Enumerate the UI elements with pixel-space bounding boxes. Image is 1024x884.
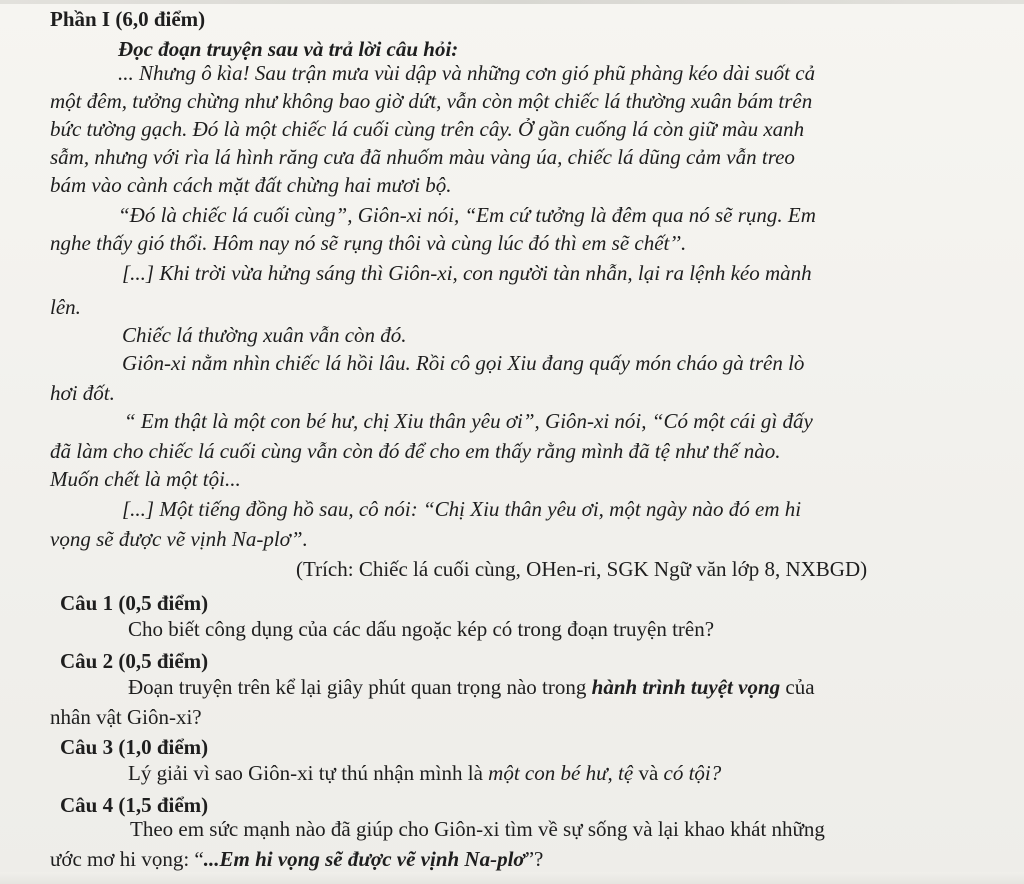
question-3-title: Câu 3 (1,0 điểm) <box>60 735 209 759</box>
passage-line: một đêm, tưởng chừng như không bao giờ dứt, vẫn còn một chiếc lá thường xuân bám trên <box>50 89 813 113</box>
part-heading: Phần I (6,0 điểm) <box>50 7 206 31</box>
question-2-text-before: Đoạn truyện trên kể lại giây phút quan trọng nào trong <box>128 675 587 699</box>
passage-source: (Trích: Chiếc lá cuối cùng, OHen-ri, SGK Ngữ văn lớp 8, NXBGD) <box>296 557 868 581</box>
passage-line: bám vào cành cách mặt đất chừng hai mươi bộ. <box>50 173 452 197</box>
question-1-text: Cho biết công dụng của các dấu ngoặc kép có trong đoạn truyện trên? <box>128 617 715 641</box>
passage-line: “Đó là chiếc lá cuối cùng”, Giôn-xi nói, “Em cứ tưởng là đêm qua nó sẽ rụng. Em <box>118 203 816 227</box>
question-2-emphasis: hành trình tuyệt vọng <box>591 675 781 699</box>
passage-line: lên. <box>50 295 81 319</box>
question-4-line2 <box>50 846 543 872</box>
passage-line: vọng sẽ được vẽ vịnh Na-plơ”. <box>50 527 308 551</box>
passage-line: ... Nhưng ô kìa! Sau trận mưa vùi dập và những cơn gió phũ phàng kéo dài suốt cả <box>118 61 816 85</box>
question-3-text-before: Lý giải vì sao Giôn-xi tự thú nhận mình là <box>128 761 483 785</box>
question-2-line2: nhân vật Giôn-xi? <box>50 705 202 729</box>
passage-line: đã làm cho chiếc lá cuối cùng vẫn còn đó để cho em thấy rằng mình đã tệ như thế nào. <box>50 439 781 463</box>
passage-line: hơi đốt. <box>50 381 115 405</box>
passage-line: Muốn chết là một tội... <box>50 467 241 491</box>
passage-line: [...] Một tiếng đồng hồ sau, cô nói: “Chị Xiu thân yêu ơi, một ngày nào đó em hi <box>122 497 802 521</box>
passage-line: nghe thấy gió thổi. Hôm nay nó sẽ rụng thôi và cùng lúc đó thì em sẽ chết’’. <box>50 231 687 255</box>
question-4-line2-emphasis: ...Em hi vọng sẽ được vẽ vịnh Na-plơ <box>203 847 525 871</box>
passage-line: “ Em thật là một con bé hư, chị Xiu thân yêu ơi”, Giôn-xi nói, “Có một cái gì đấy <box>124 409 813 433</box>
passage-line: sẫm, nhưng với rìa lá hình răng cưa đã nhuốm màu vàng úa, chiếc lá dũng cảm vẫn treo <box>50 145 795 169</box>
question-4-title: Câu 4 (1,5 điểm) <box>60 793 209 817</box>
question-4-line2-after: ”? <box>524 847 544 871</box>
question-2-text-after: của <box>785 675 815 699</box>
passage-line: bức tường gạch. Đó là một chiếc lá cuối cùng trên cây. Ở gần cuống lá còn giữ màu xanh <box>50 117 805 141</box>
question-3-emphasis: một con bé hư, tệ <box>488 761 634 785</box>
question-3-emphasis-2: có tội? <box>663 761 722 785</box>
passage-line: [...] Khi trời vừa hửng sáng thì Giôn-xi, con người tàn nhẫn, lại ra lệnh kéo mành <box>122 261 812 285</box>
question-1-title: Câu 1 (0,5 điểm) <box>60 591 209 615</box>
question-3-text-mid: và <box>638 761 659 785</box>
question-3-text <box>128 760 721 786</box>
top-edge <box>0 0 1024 4</box>
bottom-edge <box>0 872 1024 884</box>
instruction: Đọc đoạn truyện sau và trả lời câu hỏi: <box>118 37 459 61</box>
question-2-title: Câu 2 (0,5 điểm) <box>60 649 209 673</box>
question-2-text <box>128 674 815 700</box>
question-4-line2-before: ước mơ hi vọng: “ <box>50 847 204 871</box>
passage-line: Giôn-xi nằm nhìn chiếc lá hồi lâu. Rồi cô gọi Xiu đang quấy món cháo gà trên lò <box>122 351 805 375</box>
question-4-line1: Theo em sức mạnh nào đã giúp cho Giôn-xi tìm về sự sống và lại khao khát những <box>130 817 825 841</box>
passage-line: Chiếc lá thường xuân vẫn còn đó. <box>122 323 407 347</box>
